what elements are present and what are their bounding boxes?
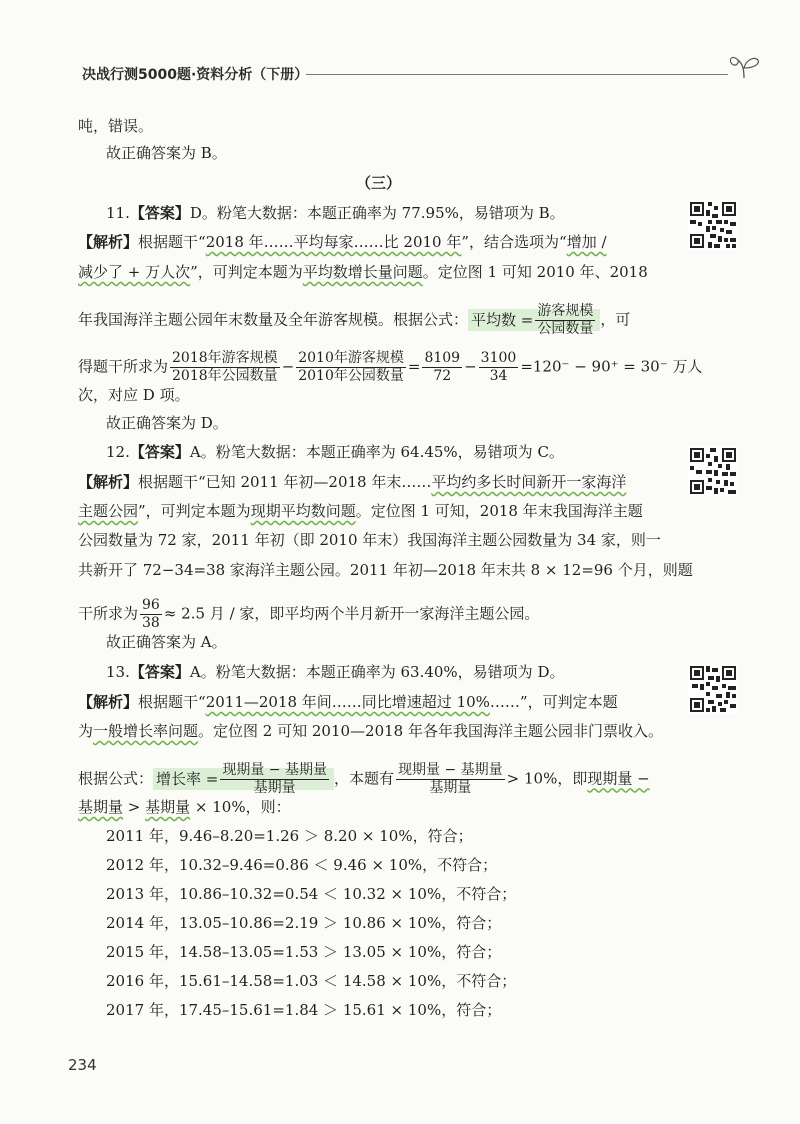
qr-code-icon <box>688 664 738 714</box>
q13-analysis-line-2 <box>78 721 663 741</box>
q12-answer-final: 故正确答案为 A。 <box>106 633 227 651</box>
operator: > <box>123 798 146 816</box>
q13-answer-text: A。粉笔大数据：本题正确率为 63.40%，易错项为 D。 <box>189 663 565 681</box>
text: 干所求为 <box>78 604 139 623</box>
text: × 10%，则： <box>190 798 291 816</box>
keyword: 现期量 − <box>587 769 650 788</box>
qr-code-q11[interactable] <box>688 200 738 250</box>
denominator: 72 <box>433 368 452 384</box>
text: ”，可判定本题为 <box>138 502 251 520</box>
text: 根据题干“已知 2011 年初—2018 年末…… <box>138 473 432 491</box>
q13-analysis-tag: 【解析】 <box>78 693 139 711</box>
q11-analysis-line-3 <box>78 303 630 338</box>
denominator: 基期量 <box>429 780 472 796</box>
keyword: 基期量 <box>145 798 191 816</box>
fraction <box>479 350 519 385</box>
sprout-icon <box>726 50 762 80</box>
q12-answer-tag: 【答案】 <box>129 443 190 461</box>
answer-line: 故正确答案为 B。 <box>106 144 227 162</box>
year-row-2014: 2014 年，13.05–10.86=2.19 ＞ 10.86 × 10%，符合； <box>106 914 502 932</box>
denominator: 2018年公园数量 <box>172 368 278 384</box>
year-row-2012: 2012 年，10.32–9.46=0.86 ＜ 9.46 × 10%，不符合； <box>106 856 498 874</box>
text: 。定位图 1 可知，2018 年末我国海洋主题 <box>355 502 643 520</box>
fraction <box>140 597 162 632</box>
numerator: 现期量 − 基期量 <box>222 762 327 778</box>
q12-analysis-tag: 【解析】 <box>78 473 139 491</box>
qr-code-q12[interactable] <box>688 446 738 496</box>
page-number: 234 <box>68 1056 97 1074</box>
fraction <box>170 350 280 385</box>
keyword: 2018 年……平均每家……比 2010 年 <box>205 233 462 251</box>
q13-answer-tag: 【答案】 <box>129 663 190 681</box>
year-row-2011: 2011 年，9.46–8.20=1.26 ＞ 8.20 × 10%，符合； <box>106 827 473 845</box>
formula-highlight <box>468 303 600 337</box>
denominator: 2010年公园数量 <box>298 368 404 384</box>
q11-answer-line <box>106 203 565 223</box>
keyword: 减少了 + 万人次 <box>78 263 191 281</box>
q11-answer-tag: 【答案】 <box>129 204 190 222</box>
keyword: 一般增长率问题 <box>93 722 199 740</box>
numerator: 现期量 − 基期量 <box>398 762 503 778</box>
q12-answer-text: A。粉笔大数据：本题正确率为 64.45%，易错项为 C。 <box>189 443 564 461</box>
text: ”，可判定本题为 <box>190 263 303 281</box>
denominator: 34 <box>489 368 508 384</box>
q12-analysis-line-4: 共新开了 72−34=38 家海洋主题公园。2011 年初—2018 年末共 8 × 12=96 个月，则题 <box>78 561 693 579</box>
text: ……”，可判定本题 <box>489 693 618 711</box>
text: > 10%，即 <box>506 769 588 788</box>
numerator: 游客规模 <box>537 303 594 319</box>
fraction <box>220 762 329 797</box>
q11-answer-final: 故正确答案为 D。 <box>106 414 228 432</box>
text: 根据题干“ <box>138 233 206 251</box>
fraction <box>535 303 595 338</box>
q12-analysis-line-2 <box>78 501 643 521</box>
q11-analysis-tag: 【解析】 <box>78 233 139 251</box>
text: 得题干所求为 <box>78 357 169 376</box>
fraction <box>296 350 406 385</box>
q12-answer-line <box>106 442 564 462</box>
text-line: 吨，错误。 <box>78 117 154 135</box>
year-row-2017: 2017 年，17.45–15.61=1.84 ＞ 15.61 × 10%，符合； <box>106 1001 502 1019</box>
q13-analysis-line-4 <box>78 797 291 817</box>
q12-analysis-line-5 <box>78 597 539 632</box>
text: 根据题干“ <box>138 693 206 711</box>
running-header-title: 决战行测5000题·资料分析（下册） <box>82 67 309 83</box>
keyword: 增加 / <box>566 233 607 251</box>
header-rule <box>306 74 728 75</box>
q13-analysis-line-3 <box>78 762 650 797</box>
year-row-2013: 2013 年，10.86–10.32=0.54 ＜ 10.32 × 10%，不符合； <box>106 885 517 903</box>
q13-number: 13. <box>106 663 130 681</box>
qr-code-icon <box>688 200 738 250</box>
operator: − <box>464 357 477 376</box>
q11-analysis-line-5: 次，对应 D 项。 <box>78 386 190 404</box>
section-title: （三） <box>356 174 402 192</box>
formula-label: 平均数 = <box>471 310 534 329</box>
q12-analysis-line-1 <box>78 472 626 492</box>
denominator: 基期量 <box>253 780 296 796</box>
year-row-2015: 2015 年，14.58–13.05=1.53 ＞ 13.05 × 10%，符合； <box>106 943 502 961</box>
qr-code-q13[interactable] <box>688 664 738 714</box>
text: 为 <box>78 722 94 740</box>
keyword: 平均约多长时间新开一家海洋 <box>431 473 627 491</box>
numerator: 3100 <box>480 350 517 366</box>
formula-highlight <box>153 762 334 796</box>
year-row-2016: 2016 年，15.61–14.58=1.03 ＜ 14.58 × 10%，不符合； <box>106 972 517 990</box>
fraction <box>422 350 462 385</box>
text: ≈ 2.5 月 / 家，即平均两个半月新开一家海洋主题公园。 <box>163 604 540 623</box>
q11-number: 11. <box>106 204 130 222</box>
q13-analysis-line-1 <box>78 692 618 712</box>
formula-label: 增长率 = <box>156 769 219 788</box>
text: =120⁻ − 90⁺ = 30⁻ 万人 <box>520 357 703 376</box>
keyword: 2011—2018 年间……同比增速超过 10% <box>205 693 490 711</box>
q11-analysis-line-4 <box>78 350 702 385</box>
numerator: 96 <box>142 597 160 613</box>
keyword: 基期量 <box>78 798 124 816</box>
q12-number: 12. <box>106 443 130 461</box>
denominator: 公园数量 <box>537 321 594 337</box>
numerator: 2010年游客规模 <box>298 350 404 366</box>
denominator: 38 <box>142 615 160 631</box>
fraction <box>396 762 505 797</box>
keyword: 现期平均数问题 <box>250 502 356 520</box>
keyword: 平均数增长量问题 <box>302 263 423 281</box>
text: ，可 <box>600 310 631 329</box>
numerator: 2018年游客规模 <box>172 350 278 366</box>
q11-answer-text: D。粉笔大数据：本题正确率为 77.95%，易错项为 B。 <box>189 204 565 222</box>
q13-answer-line <box>106 662 564 682</box>
numerator: 8109 <box>424 350 461 366</box>
text: ”，结合选项为“ <box>461 233 567 251</box>
text: 年我国海洋主题公园年末数量及全年游客规模。根据公式： <box>78 310 469 329</box>
text: 。定位图 2 可知 2010—2018 年各年我国海洋主题公园非门票收入。 <box>198 722 663 740</box>
text: 。定位图 1 可知 2010 年、2018 <box>422 263 648 281</box>
operator: − <box>281 357 295 376</box>
q12-analysis-line-3: 公园数量为 72 家，2011 年初（即 2010 年末）我国海洋主题公园数量为 34 家，则一 <box>78 531 661 549</box>
q11-analysis-line-1 <box>78 232 607 252</box>
keyword: 主题公园 <box>78 502 139 520</box>
text: 根据公式： <box>78 769 154 788</box>
q11-analysis-line-2 <box>78 262 648 282</box>
operator: = <box>407 357 421 376</box>
qr-code-icon <box>688 446 738 496</box>
text: ，本题有 <box>334 769 395 788</box>
